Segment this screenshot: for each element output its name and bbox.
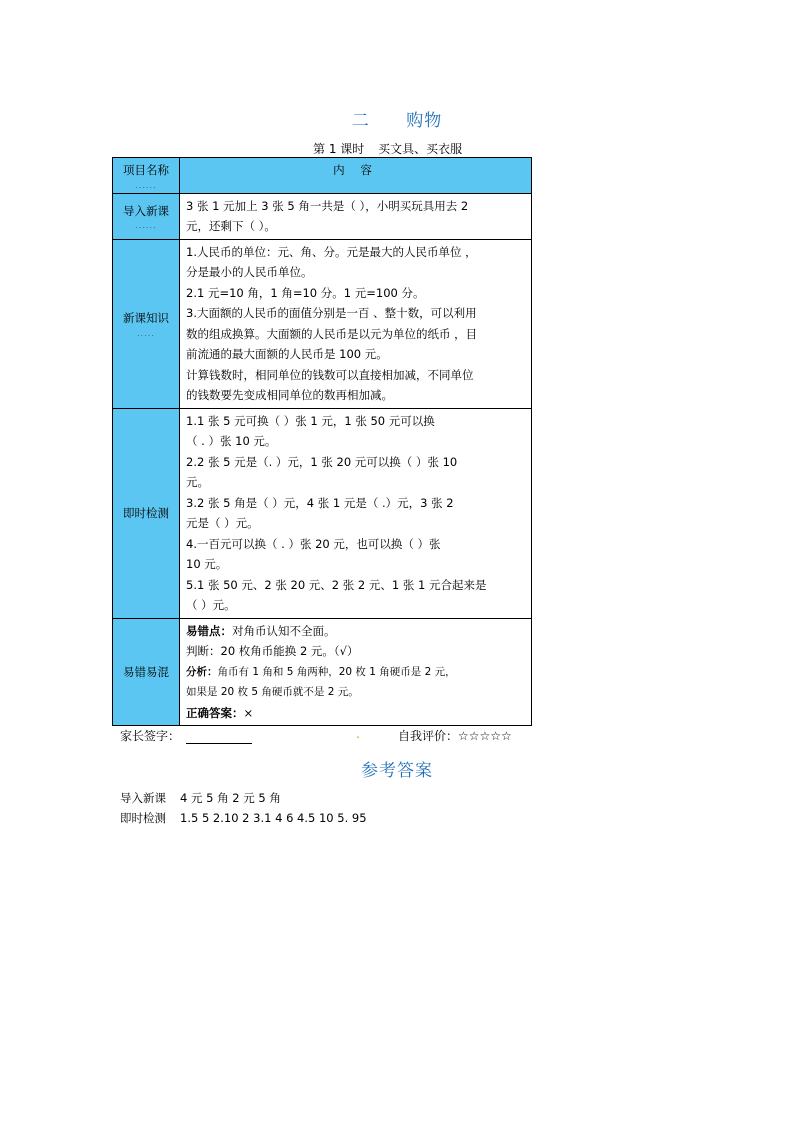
parent-signature: 家长签字： [120, 727, 252, 744]
lesson-subtitle [313, 140, 462, 157]
lesson-table [112, 157, 532, 726]
footer-dot: . [356, 727, 360, 741]
row-errors [113, 618, 532, 726]
lead-in-name: 导入新课 ...... [113, 193, 180, 239]
row-lead-in [113, 193, 532, 239]
header-name-cell: 项目名称 ...... [113, 158, 180, 194]
self-evaluation: 自我评价：☆☆☆☆☆ [398, 729, 512, 743]
lesson-title: 买文具、买衣服 [378, 142, 463, 156]
lead-in-content: 3 张 1 元加上 3 张 5 角一共是（ ），小明买玩具用去 2 元，还剩下（ ）。 [180, 193, 532, 239]
unit-title [0, 106, 794, 131]
practice-name: 即时检测 [113, 408, 180, 618]
signature-line[interactable] [186, 731, 252, 744]
practice-content: 1.1 张 5 元可换（ ）张 1 元，1 张 50 元可以换 （ . ）张 10 元。 2.2 张 5 元是（. ）元，1 张 20 元可以换（ ）张 10 元。 3.2 张 5 角是（ ）元，4 张 1 元是（ .）元，3 张 2 元是（ ）元。 4.一百元可以换（ . ）张 20 元，也可以换（ ）张 10 元。 5.1 张 50 元、2 张 20 元、2 张 2 元、1 张 1 元合起来是 （ ）元。 [180, 408, 532, 618]
unit-number: 二 [351, 111, 370, 131]
errors-name: 易错易混 [113, 618, 180, 726]
header-content-cell: 内 容 [180, 158, 532, 194]
new-knowledge-name: 新课知识 ..... [113, 239, 180, 408]
row-new-knowledge [113, 239, 532, 408]
answers-title: 参考答案 [361, 761, 433, 781]
lesson-number: 第 1 课时 [313, 142, 365, 156]
table-header-row [113, 158, 532, 194]
row-practice [113, 408, 532, 618]
unit-name: 购物 [406, 111, 443, 131]
answer-practice: 即时检测 1.5 5 2.10 2 3.1 4 6 4.5 10 5. 95 [120, 811, 367, 825]
answer-lead-in: 导入新课 4 元 5 角 2 元 5 角 [120, 791, 281, 805]
errors-content: 易错点：对角币认知不全面。 判断：20 枚角币能换 2 元。（√） 分析：角币有 1 角和 5 角两种，20 枚 1 角硬币是 2 元， 如果是 20 枚 5 角硬币就不是 2 元。 正确答案：× [180, 618, 532, 726]
new-knowledge-content: 1.人民币的单位：元、角、分。元是最大的人民币单位 ， 分是最小的人民币单位。 2.1 元=10 角，1 角=10 分。1 元=100 分。 3.大面额的人民币的面值分别是一百 、整十数，可以利用 数的组成换算。大面额的人民币是以元为单位的纸币 ，目 前流通的最大面额的人民币是 100 元。 计算钱数时，相同单位的钱数可以直接相加减，不同单位 的钱数要先变成相同单位的数再相加减。 [180, 239, 532, 408]
